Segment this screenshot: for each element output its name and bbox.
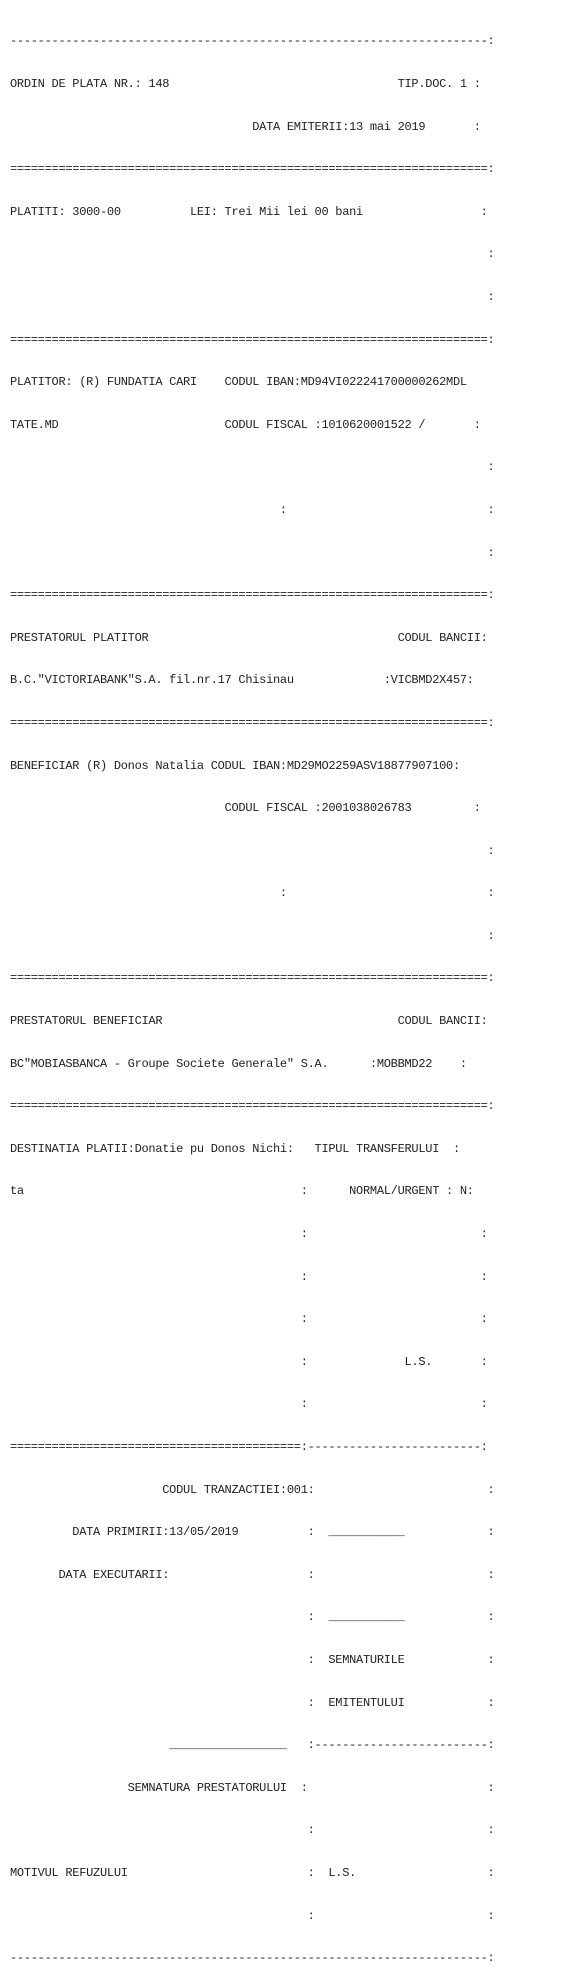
blank-line: : [10,545,495,560]
refusal-reason-line: MOTIVUL REFUZULUI : L.S. : [10,1865,495,1880]
payment-purpose-continued-line: ta : NORMAL/URGENT : N: [10,1184,474,1199]
payer-fiscal-code-line: TATE.MD CODUL FISCAL :1010620001522 / : [10,417,481,432]
section-divider: =====================================================================: [10,1099,495,1114]
section-divider: =====================================================================: [10,971,495,986]
payer-bank-header: PRESTATORUL PLATITOR CODUL BANCII: [10,630,488,645]
blank-line: : : [10,1397,488,1412]
beneficiary-bank-header: PRESTATORUL BENEFICIAR CODUL BANCII: [10,1014,488,1029]
signature-underline-line: : ___________ : [10,1610,495,1625]
provider-signature-label: SEMNATURA PRESTATORULUI : : [10,1780,495,1795]
blank-line: : [10,843,495,858]
section-divider: =====================================================================: [10,332,495,347]
issue-date-line: DATA EMITERII:13 mai 2019 : [10,119,481,134]
top-border: ---------------------------------------------------------------------: [10,34,495,49]
blank-line: : [10,247,495,262]
blank-line: : : [10,1312,488,1327]
issuer-label: : EMITENTULUI : [10,1695,495,1710]
payer-bank-line: B.C."VICTORIABANK"S.A. fil.nr.17 Chisinau :VICBMD2X457: [10,673,474,688]
payment-purpose-line: DESTINATIA PLATII:Donatie pu Donos Nichi: TIPUL TRANSFERULUI : [10,1141,460,1156]
payment-order-document [10,6,494,1980]
beneficiary-fiscal-code-line: CODUL FISCAL :2001038026783 : [10,801,481,816]
blank-line: : [10,460,495,475]
blank-line: : : [10,1269,488,1284]
section-divider: =====================================================================: [10,162,495,177]
beneficiary-bank-line: BC"MOBIASBANCA - Groupe Societe Generale" S.A. :MOBBMD22 : [10,1056,467,1071]
execution-date-line: DATA EXECUTARII: : : [10,1567,495,1582]
section-divider: ==========================================:-------------------------: [10,1440,488,1454]
beneficiary-line: BENEFICIAR (R) Donos Natalia CODUL IBAN:MD29MO2259ASV18877907100: [10,758,460,773]
blank-line: : : [10,1908,495,1923]
blank-line: : [10,289,495,304]
blank-line: : : [10,1227,488,1242]
blank-line: : : [10,1823,495,1838]
order-number-line: ORDIN DE PLATA NR.: 148 TIP.DOC. 1 : [10,77,481,91]
issuer-signatures-label: : SEMNATURILE : [10,1652,495,1667]
section-divider: =====================================================================: [10,715,495,730]
bottom-border: ---------------------------------------------------------------------: [10,1951,495,1966]
blank-line: : [10,928,495,943]
stamp-ls-line: : L.S. : [10,1354,488,1369]
payer-line: PLATITOR: (R) FUNDATIA CARI CODUL IBAN:MD94VI022241700000262MDL [10,375,467,390]
receipt-date-line: DATA PRIMIRII:13/05/2019 : ___________ : [10,1525,495,1540]
amount-line: PLATITI: 3000-00 LEI: Trei Mii lei 00 bani : [10,204,488,219]
blank-line: : : [10,886,495,901]
section-divider: =====================================================================: [10,588,495,603]
provider-signature-underline: _________________ :-------------------------: [10,1738,495,1753]
transaction-code-line: CODUL TRANZACTIEI:001: : [10,1482,495,1497]
blank-line: : : [10,502,495,517]
